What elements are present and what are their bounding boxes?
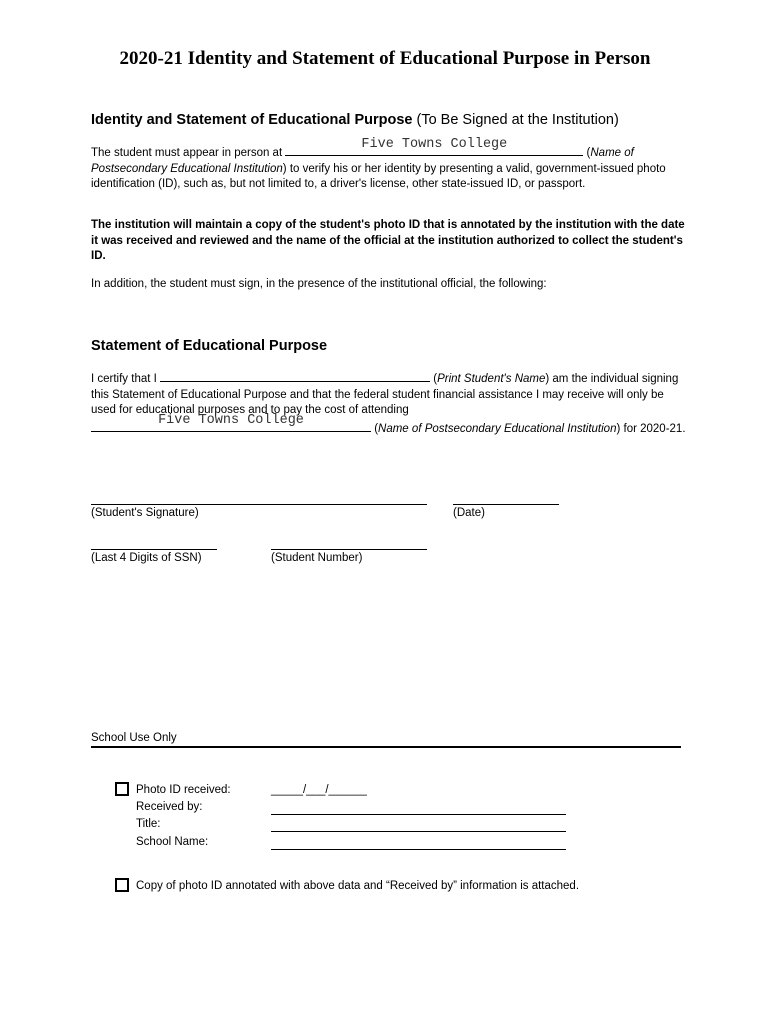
purpose-p-italic-name: Print Student's Name bbox=[437, 373, 546, 385]
purpose-p-before: I certify that I bbox=[91, 373, 161, 385]
institution-name-value: Five Towns College bbox=[361, 137, 508, 152]
identity-p1-open-paren: ( bbox=[583, 147, 591, 159]
identity-paragraph-1 bbox=[91, 137, 691, 193]
page-title: 2020-21 Identity and Statement of Educational Purpose in Person bbox=[119, 48, 651, 69]
photo-copy-checkbox[interactable] bbox=[115, 878, 129, 892]
title-label: Title: bbox=[136, 818, 161, 830]
photo-copy-statement: Copy of photo ID annotated with above data and “Received by” information is attached. bbox=[136, 880, 580, 892]
school-name-line[interactable] bbox=[271, 849, 566, 850]
purpose-p-after: ) for 2020-21. bbox=[616, 422, 686, 435]
ssn-label: (Last 4 Digits of SSN) bbox=[91, 552, 202, 564]
purpose-p-open-paren2: ( bbox=[371, 422, 379, 435]
signature-line[interactable] bbox=[91, 504, 427, 505]
attending-institution-value: Five Towns College bbox=[158, 412, 304, 428]
institution-name-field[interactable] bbox=[285, 137, 583, 156]
signature-label: (Student's Signature) bbox=[91, 507, 199, 519]
date-label: (Date) bbox=[453, 507, 485, 519]
identity-p1-before: The student must appear in person at bbox=[91, 147, 286, 159]
date-line[interactable] bbox=[453, 504, 559, 505]
received-by-label: Received by: bbox=[136, 801, 203, 813]
photo-id-date-blank[interactable]: _____/___/______ bbox=[271, 784, 367, 796]
purpose-p-open-paren: ( bbox=[430, 373, 438, 385]
identity-p1-after: ) to verify his or her identity by presenting a valid, government-issued photo identification (ID), such as, but not limited to, a driver's license, other state-issued ID, or passport. bbox=[91, 162, 666, 190]
identity-paragraph-3: In addition, the student must sign, in the presence of the institutional official, the following: bbox=[91, 278, 547, 290]
photo-id-label: Photo ID received: bbox=[136, 784, 231, 796]
purpose-p-middle: ) am the individual signing this Statement of Educational Purpose and that the federal student financial assistance I may receive will only be used for educational purposes and to pay the cost of attending bbox=[91, 373, 679, 416]
received-by-line[interactable] bbox=[271, 814, 566, 815]
student-number-line[interactable] bbox=[271, 549, 427, 550]
photo-id-checkbox[interactable] bbox=[115, 782, 129, 796]
school-use-heading: School Use Only bbox=[91, 732, 177, 744]
purpose-paragraph bbox=[91, 369, 691, 437]
identity-heading-text: Identity and Statement of Educational Purpose bbox=[91, 112, 413, 128]
identity-paragraph-2: The institution will maintain a copy of the student's photo ID that is annotated by the institution with the date it was received and reviewed and the name of the official at the institution authorized to collect the student's ID. bbox=[91, 219, 685, 262]
purpose-p-italic-inst: Name of Postsecondary Educational Institution bbox=[378, 422, 617, 435]
student-number-label: (Student Number) bbox=[271, 552, 363, 564]
identity-heading bbox=[91, 112, 619, 128]
attending-institution-field[interactable] bbox=[91, 412, 371, 432]
identity-p1-italic: Name of Postsecondary Educational Institution bbox=[91, 147, 634, 175]
purpose-heading: Statement of Educational Purpose bbox=[91, 338, 328, 354]
school-name-label: School Name: bbox=[136, 836, 209, 848]
identity-heading-suffix: (To Be Signed at the Institution) bbox=[416, 112, 619, 128]
ssn-line[interactable] bbox=[91, 549, 217, 550]
school-use-rule bbox=[91, 746, 681, 748]
title-line[interactable] bbox=[271, 831, 566, 832]
student-name-field[interactable] bbox=[160, 369, 430, 382]
